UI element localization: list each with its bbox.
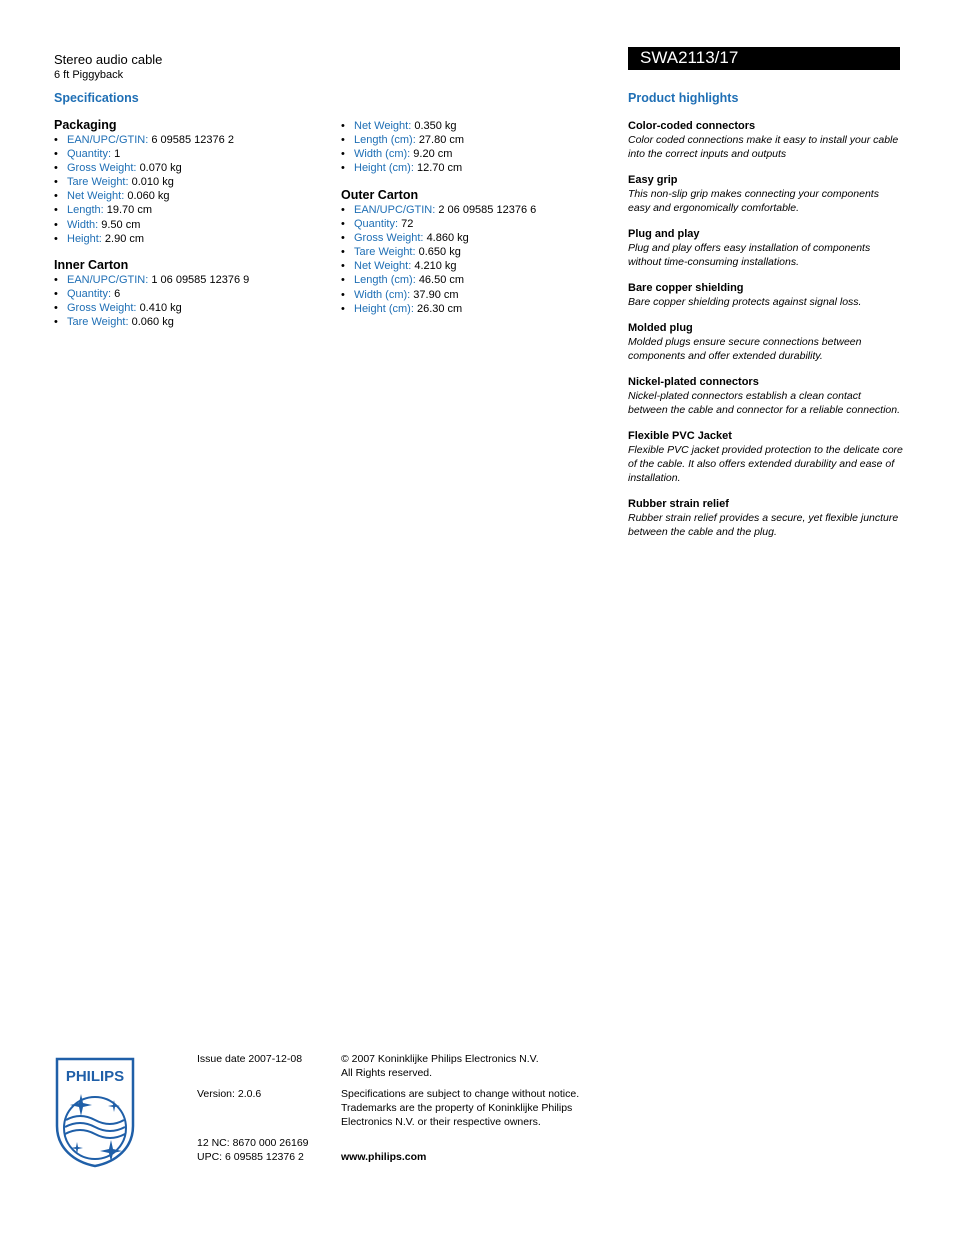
- highlight-desc: Molded plugs ensure secure connections between components and offer extended durability.: [628, 336, 862, 362]
- spec-item: • Quantity: 72: [341, 218, 414, 231]
- packaging-list: [54, 133, 234, 246]
- highlight-item: [628, 429, 903, 485]
- spec-item: • Net Weight: 0.060 kg: [54, 190, 170, 203]
- spec-item: • Height: 2.90 cm: [54, 232, 145, 245]
- outer-carton-title: Outer Carton: [341, 188, 419, 202]
- outer-carton-list: [341, 203, 536, 316]
- highlight-title: Rubber strain relief: [628, 498, 729, 510]
- highlight-item: [628, 281, 903, 309]
- spec-item: • Net Weight: 4.210 kg: [341, 260, 457, 273]
- highlight-title: Bare copper shielding: [628, 282, 744, 294]
- spec-item: • Gross Weight: 0.410 kg: [54, 302, 182, 315]
- packaging-section: [54, 118, 234, 246]
- highlight-desc: Flexible PVC jacket provided protection to the delicate core of the cable. It also offers extended durability and ease of installation.: [628, 444, 903, 484]
- version: Version: 2.0.6: [197, 1088, 262, 1100]
- highlight-title: Flexible PVC Jacket: [628, 430, 732, 442]
- highlights-heading: Product highlights: [628, 91, 739, 105]
- spec-item: • Width (cm): 37.90 cm: [341, 288, 459, 301]
- product-subtitle: 6 ft Piggyback: [54, 69, 124, 81]
- inner-carton-section: [54, 258, 249, 329]
- highlight-title: Nickel-plated connectors: [628, 376, 759, 388]
- inner-carton-title: Inner Carton: [54, 258, 129, 272]
- spec-item: • Gross Weight: 0.070 kg: [54, 162, 182, 175]
- highlights-list: [628, 119, 903, 551]
- model-bar: [628, 47, 900, 70]
- upc-number: UPC: 6 09585 12376 2: [197, 1151, 304, 1163]
- spec-item: • Length: 19.70 cm: [54, 204, 153, 217]
- notice-line: Specifications are subject to change without notice.: [341, 1088, 580, 1100]
- highlight-desc: Plug and play offers easy installation of components without time-consuming installations.: [628, 242, 871, 268]
- highlight-item: [628, 173, 903, 215]
- spec-item: • EAN/UPC/GTIN: 2 06 09585 12376 6: [341, 204, 537, 216]
- highlight-item: [628, 375, 903, 417]
- spec-item: • EAN/UPC/GTIN: 1 06 09585 12376 9: [54, 274, 250, 286]
- rights-reserved: All Rights reserved.: [341, 1067, 433, 1079]
- highlight-item: [628, 497, 903, 539]
- spec-item: • Quantity: 6: [54, 288, 121, 301]
- highlight-desc: Rubber strain relief provides a secure, yet flexible juncture between the cable and the plug.: [628, 512, 899, 538]
- philips-logo: [54, 1056, 136, 1168]
- spec-item: • Width (cm): 9.20 cm: [341, 148, 453, 161]
- inner-carton-list: [54, 273, 249, 329]
- spec-item: • Height (cm): 12.70 cm: [341, 162, 463, 175]
- inner-carton-continued: [341, 119, 464, 175]
- highlight-title: Plug and play: [628, 228, 700, 240]
- highlight-item: [628, 321, 903, 363]
- spec-item: • Height (cm): 26.30 cm: [341, 302, 463, 315]
- model-number: SWA2113/17: [640, 48, 739, 67]
- packaging-title: Packaging: [54, 118, 117, 132]
- spec-item: • Tare Weight: 0.060 kg: [54, 316, 174, 329]
- specifications-heading: Specifications: [54, 91, 139, 105]
- highlight-title: Molded plug: [628, 322, 693, 334]
- philips-shield-icon: [54, 1056, 136, 1168]
- highlight-desc: Color coded connections make it easy to install your cable into the correct inputs and outputs: [628, 134, 899, 160]
- spec-item: • Quantity: 1: [54, 148, 121, 161]
- highlight-desc: Nickel-plated connectors establish a clean contact between the cable and connector for a reliable connection.: [628, 390, 901, 416]
- spec-item: • Tare Weight: 0.650 kg: [341, 246, 461, 259]
- spec-item: • Length (cm): 27.80 cm: [341, 134, 465, 147]
- spec-item: • Width: 9.50 cm: [54, 218, 141, 231]
- highlight-item: [628, 119, 903, 161]
- outer-carton-section: [341, 188, 536, 316]
- website-link[interactable]: www.philips.com: [341, 1151, 427, 1163]
- notice-line: Trademarks are the property of Koninklijke Philips: [341, 1102, 573, 1114]
- spec-item: • Tare Weight: 0.010 kg: [54, 176, 174, 189]
- highlight-title: Color-coded connectors: [628, 120, 756, 132]
- issue-date: Issue date 2007-12-08: [197, 1053, 303, 1065]
- spec-item: • EAN/UPC/GTIN: 6 09585 12376 2: [54, 134, 234, 146]
- notice-line: Electronics N.V. or their respective owners.: [341, 1116, 541, 1128]
- logo-wordmark: PHILIPS: [65, 1068, 125, 1085]
- highlight-item: [628, 227, 903, 269]
- inner-carton-list-continued: [341, 119, 464, 175]
- highlight-desc: This non-slip grip makes connecting your components easy and ergonomically comfortable.: [628, 188, 879, 214]
- copyright: © 2007 Koninklijke Philips Electronics N.V.: [341, 1053, 539, 1065]
- nc-number: 12 NC: 8670 000 26169: [197, 1137, 309, 1149]
- highlight-desc: Bare copper shielding protects against signal loss.: [628, 296, 862, 308]
- highlight-title: Easy grip: [628, 174, 678, 186]
- spec-item: • Gross Weight: 4.860 kg: [341, 232, 469, 245]
- product-title: Stereo audio cable: [54, 52, 163, 67]
- spec-item: • Net Weight: 0.350 kg: [341, 120, 457, 132]
- spec-item: • Length (cm): 46.50 cm: [341, 274, 465, 287]
